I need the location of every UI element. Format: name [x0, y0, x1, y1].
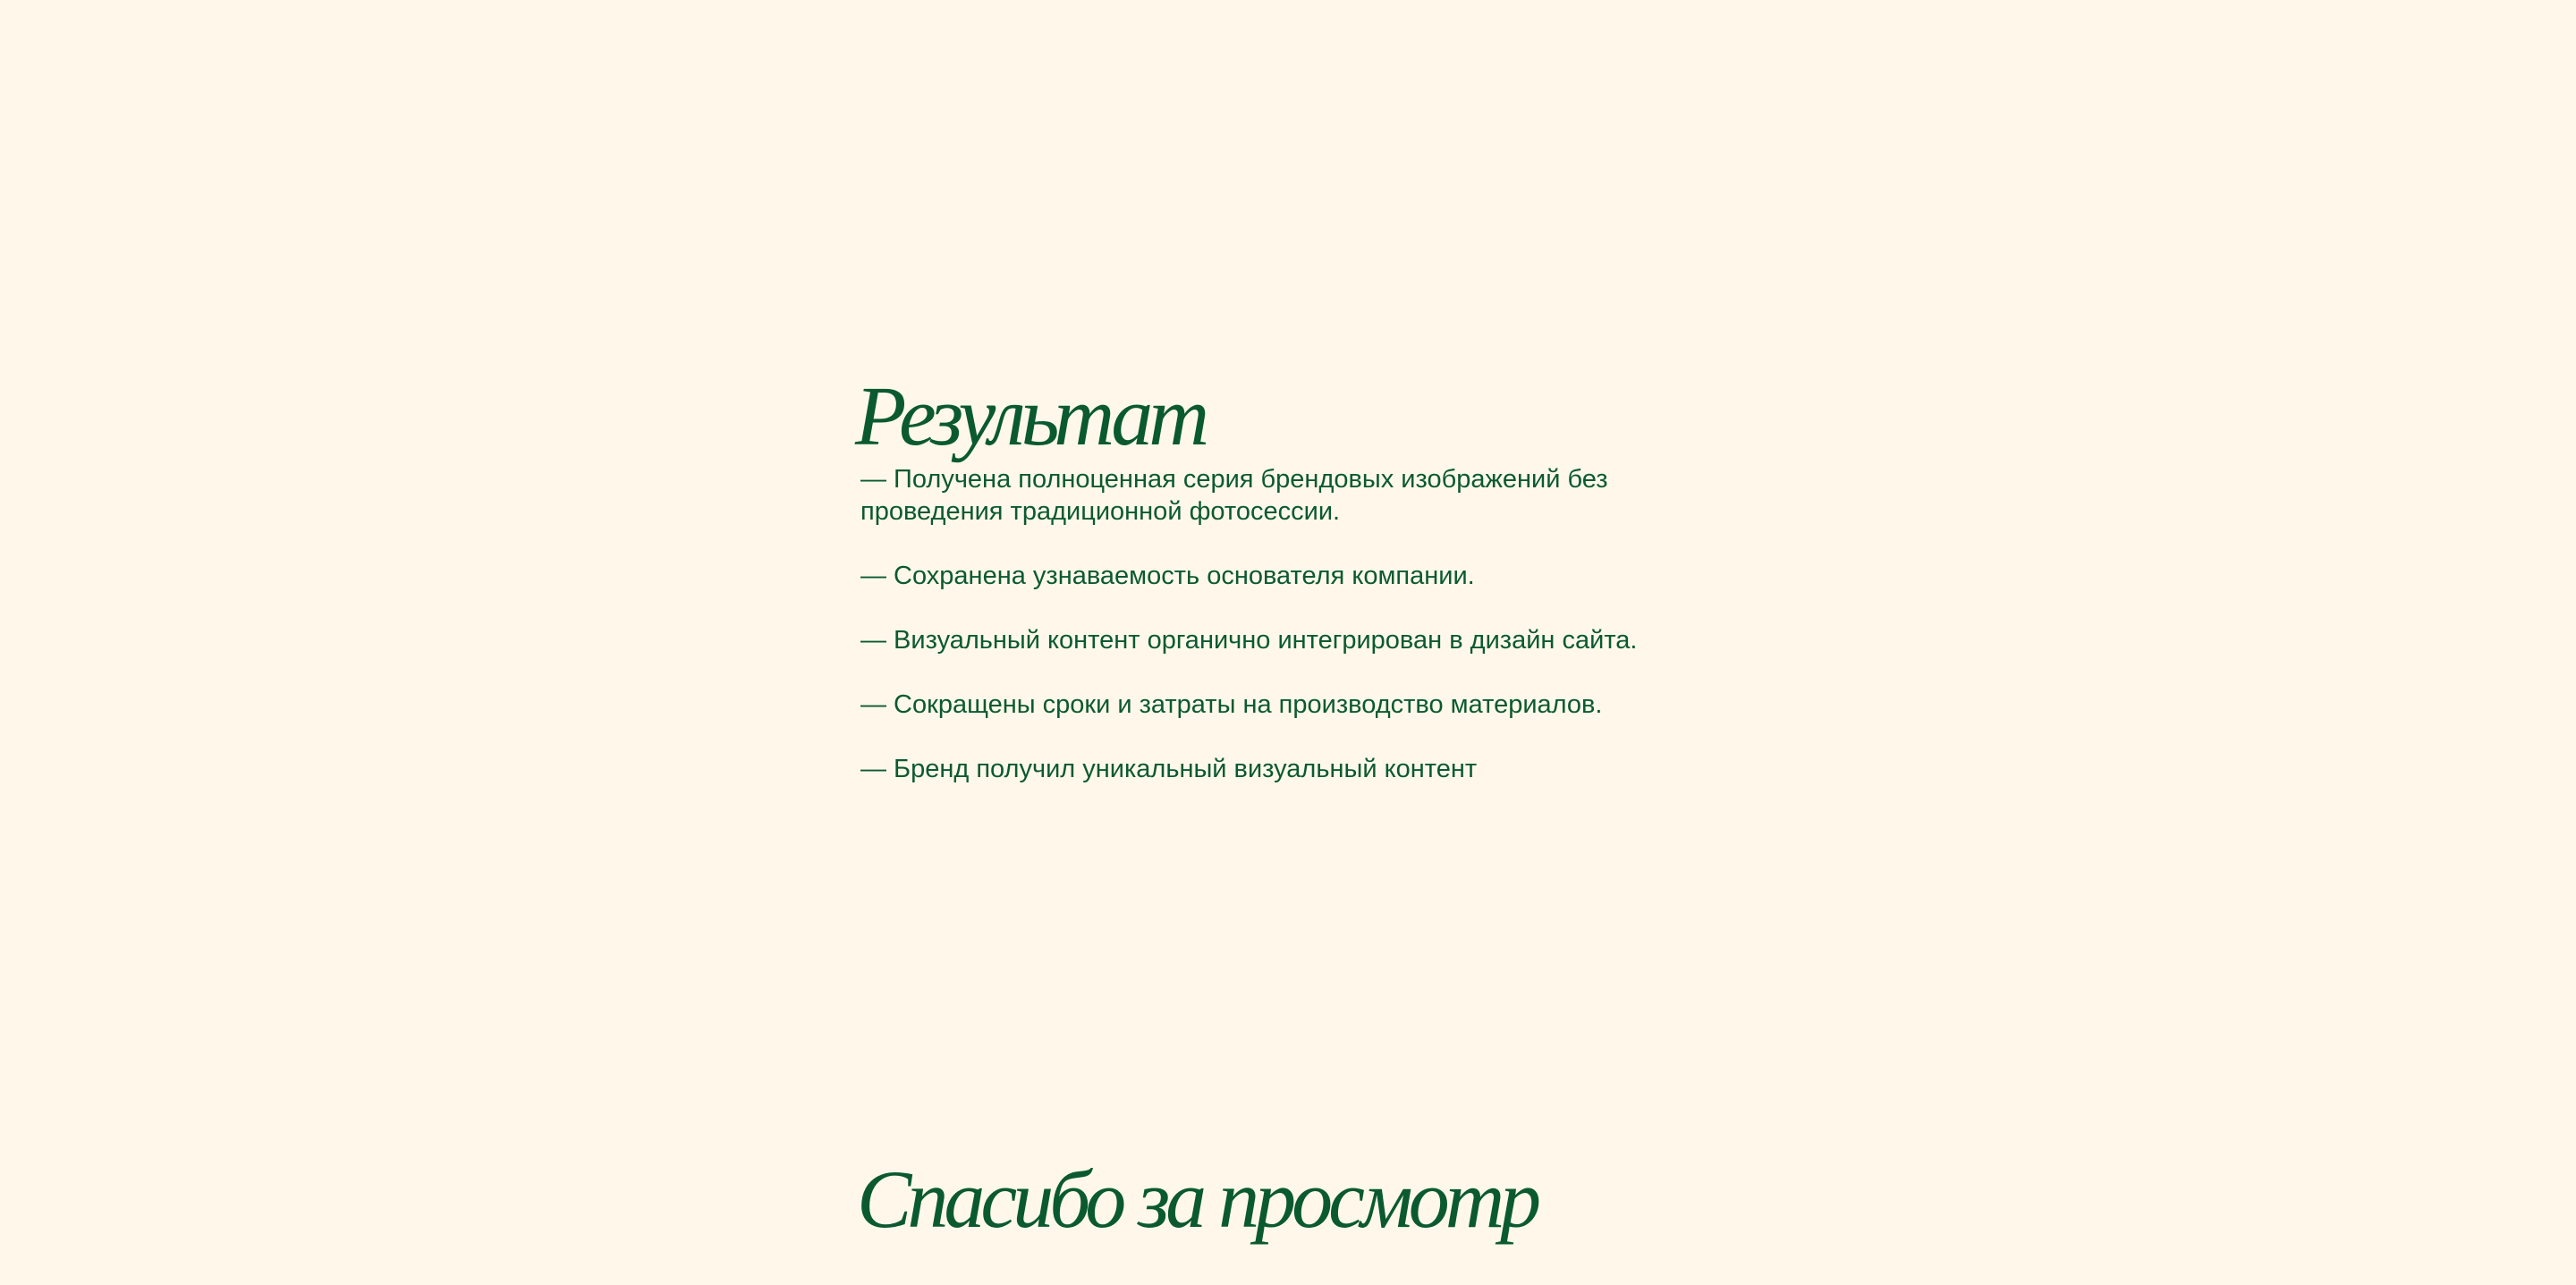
thanks-title: Спасибо за просмотр: [857, 1154, 1538, 1245]
result-item-unique-content: — Бренд получил уникальный визуальный контент: [860, 755, 1478, 783]
result-section-title: Результат: [855, 370, 1206, 463]
results-list: [860, 463, 1737, 785]
result-item-photo-series: — Получена полноценная серия брендовых изображений без проведения традиционной фотосессии.: [860, 465, 1608, 526]
result-item-site-integration: — Визуальный контент органично интегрирован в дизайн сайта.: [860, 626, 1638, 655]
result-item-reduced-costs: — Сокращены сроки и затраты на производство материалов.: [860, 690, 1603, 719]
result-item-founder-recognition: — Сохранена узнаваемость основателя компании.: [860, 562, 1475, 590]
